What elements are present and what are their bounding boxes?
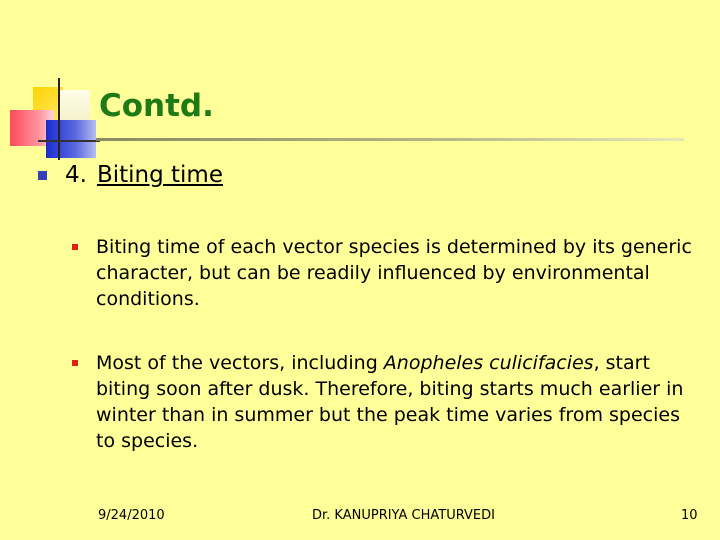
- main-bullet-heading: Biting time: [96, 162, 223, 188]
- sub-bullet-2: [72, 350, 702, 454]
- sub-bullet-text-before: Most of the vectors, including: [96, 352, 384, 374]
- decorative-vertical-line: [58, 78, 60, 160]
- decorative-white-square: [58, 90, 90, 124]
- main-bullet-number: 4.: [65, 162, 87, 188]
- main-bullet: [38, 162, 223, 188]
- footer-author: Dr. KANUPRIYA CHATURVEDI: [312, 508, 495, 523]
- sub-bullet-text-after: , start biting soon after dusk. Therefore, biting starts much earlier in winter than in summer but the peak time varies from species to species.: [96, 352, 684, 452]
- footer-date: 9/24/2010: [98, 508, 165, 523]
- sub-bullet-text: Biting time of each vector species is determined by its generic character, but can be readily influenced by environmental conditions.: [96, 236, 692, 310]
- footer-page-number: 10: [681, 508, 698, 523]
- square-bullet-icon: [38, 171, 47, 180]
- species-name: Anopheles culicifacies: [383, 352, 594, 374]
- slide-title: Contd.: [99, 88, 214, 124]
- title-underline-rule: [96, 138, 684, 141]
- square-bullet-icon: [72, 360, 78, 366]
- decorative-blue-square: [46, 120, 96, 158]
- square-bullet-icon: [72, 244, 78, 250]
- sub-bullet-1: [72, 234, 702, 312]
- decorative-horizontal-line: [38, 140, 100, 142]
- sub-bullet-text: [96, 350, 702, 454]
